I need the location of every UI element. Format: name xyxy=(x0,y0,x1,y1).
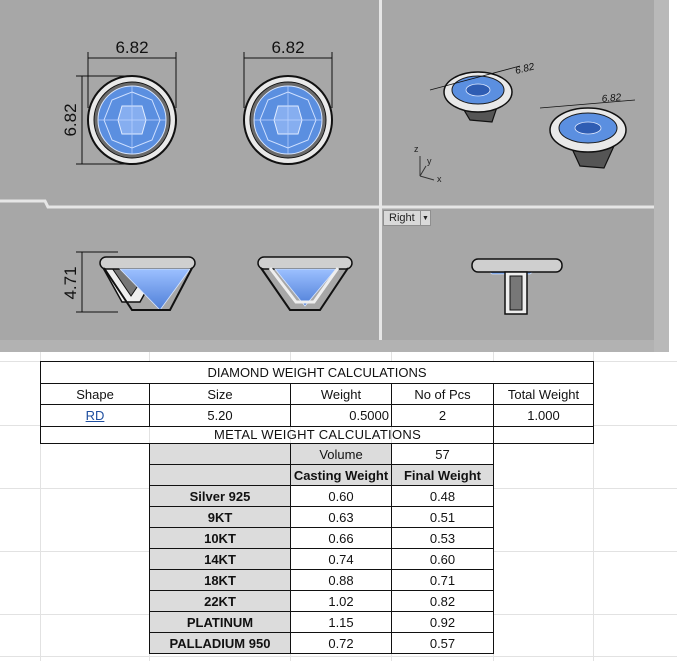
viewport-view-dropdown[interactable] xyxy=(383,210,431,226)
perspective-stone-2 xyxy=(550,108,626,168)
metal-casting-cell[interactable]: 1.02 xyxy=(290,590,392,612)
metal-final-cell[interactable]: 0.71 xyxy=(391,569,494,591)
axis-x-label: x xyxy=(437,174,442,184)
metal-final-cell[interactable]: 0.57 xyxy=(391,632,494,654)
metal-casting-cell[interactable]: 1.15 xyxy=(290,611,392,633)
top-view-right-stone xyxy=(244,76,332,164)
metal-header-final: Final Weight xyxy=(391,464,494,486)
dim-height: 6.82 xyxy=(61,103,80,137)
front-view-left-stone xyxy=(100,257,195,310)
metal-name-cell: 22KT xyxy=(149,590,291,612)
diamond-pcs-cell[interactable]: 2 xyxy=(391,404,494,427)
viewport-divider-horizontal[interactable] xyxy=(0,201,669,207)
viewport-side-strip xyxy=(654,0,669,352)
diamond-header-pcs: No of Pcs xyxy=(391,383,494,405)
metal-name-cell: Silver 925 xyxy=(149,485,291,507)
metal-final-cell[interactable]: 0.51 xyxy=(391,506,494,528)
viewport-bottom-strip xyxy=(0,340,669,352)
axis-y-label: y xyxy=(427,156,432,166)
metal-final-cell[interactable]: 0.92 xyxy=(391,611,494,633)
volume-value[interactable]: 57 xyxy=(391,443,494,465)
diamond-size-cell[interactable]: 5.20 xyxy=(149,404,291,427)
diamond-header-shape: Shape xyxy=(40,383,150,405)
diamond-header-total: Total Weight xyxy=(493,383,594,405)
metal-header-blank xyxy=(149,464,291,486)
metal-table-title: METAL WEIGHT CALCULATIONS xyxy=(40,426,594,444)
top-view-left-stone xyxy=(88,76,176,164)
viewport-view-label: Right xyxy=(389,212,415,224)
persp-dim-2: 6.82 xyxy=(601,92,622,105)
spreadsheet xyxy=(0,352,677,661)
dim-depth: 4.71 xyxy=(61,266,80,300)
metal-casting-cell[interactable]: 0.88 xyxy=(290,569,392,591)
diamond-table-title: DIAMOND WEIGHT CALCULATIONS xyxy=(40,361,594,384)
metal-casting-cell[interactable]: 0.72 xyxy=(290,632,392,654)
front-view-right-stone xyxy=(258,257,352,310)
persp-dim-1: 6.82 xyxy=(514,61,536,77)
dim-width-right: 6.82 xyxy=(271,38,305,57)
metal-name-cell: 14KT xyxy=(149,548,291,570)
metal-name-cell: PALLADIUM 950 xyxy=(149,632,291,654)
right-view-stone xyxy=(472,259,562,314)
axis-z-label: z xyxy=(414,144,419,154)
metal-casting-cell[interactable]: 0.60 xyxy=(290,485,392,507)
diamond-weight-cell[interactable]: 0.5000 xyxy=(290,404,392,427)
diamond-shape-cell xyxy=(40,404,150,427)
metal-casting-cell[interactable]: 0.74 xyxy=(290,548,392,570)
perspective-stone-1 xyxy=(444,72,512,122)
metal-name-cell: 18KT xyxy=(149,569,291,591)
metal-final-cell[interactable]: 0.82 xyxy=(391,590,494,612)
diamond-header-size: Size xyxy=(149,383,291,405)
metal-final-cell[interactable]: 0.60 xyxy=(391,548,494,570)
metal-header-casting: Casting Weight xyxy=(290,464,392,486)
metal-name-cell: 9KT xyxy=(149,506,291,528)
metal-name-cell: 10KT xyxy=(149,527,291,549)
metal-final-cell[interactable]: 0.53 xyxy=(391,527,494,549)
viewport-divider-vertical[interactable] xyxy=(379,0,382,352)
metal-casting-cell[interactable]: 0.63 xyxy=(290,506,392,528)
dim-width-left: 6.82 xyxy=(115,38,149,57)
metal-corner-cell xyxy=(149,443,291,465)
diamond-header-weight: Weight xyxy=(290,383,392,405)
chevron-down-icon[interactable]: ▼ xyxy=(420,211,430,225)
shape-link[interactable]: RD xyxy=(85,408,105,423)
metal-final-cell[interactable]: 0.48 xyxy=(391,485,494,507)
diamond-total-cell[interactable]: 1.000 xyxy=(493,404,594,427)
metal-name-cell: PLATINUM xyxy=(149,611,291,633)
volume-label: Volume xyxy=(290,443,392,465)
metal-casting-cell[interactable]: 0.66 xyxy=(290,527,392,549)
